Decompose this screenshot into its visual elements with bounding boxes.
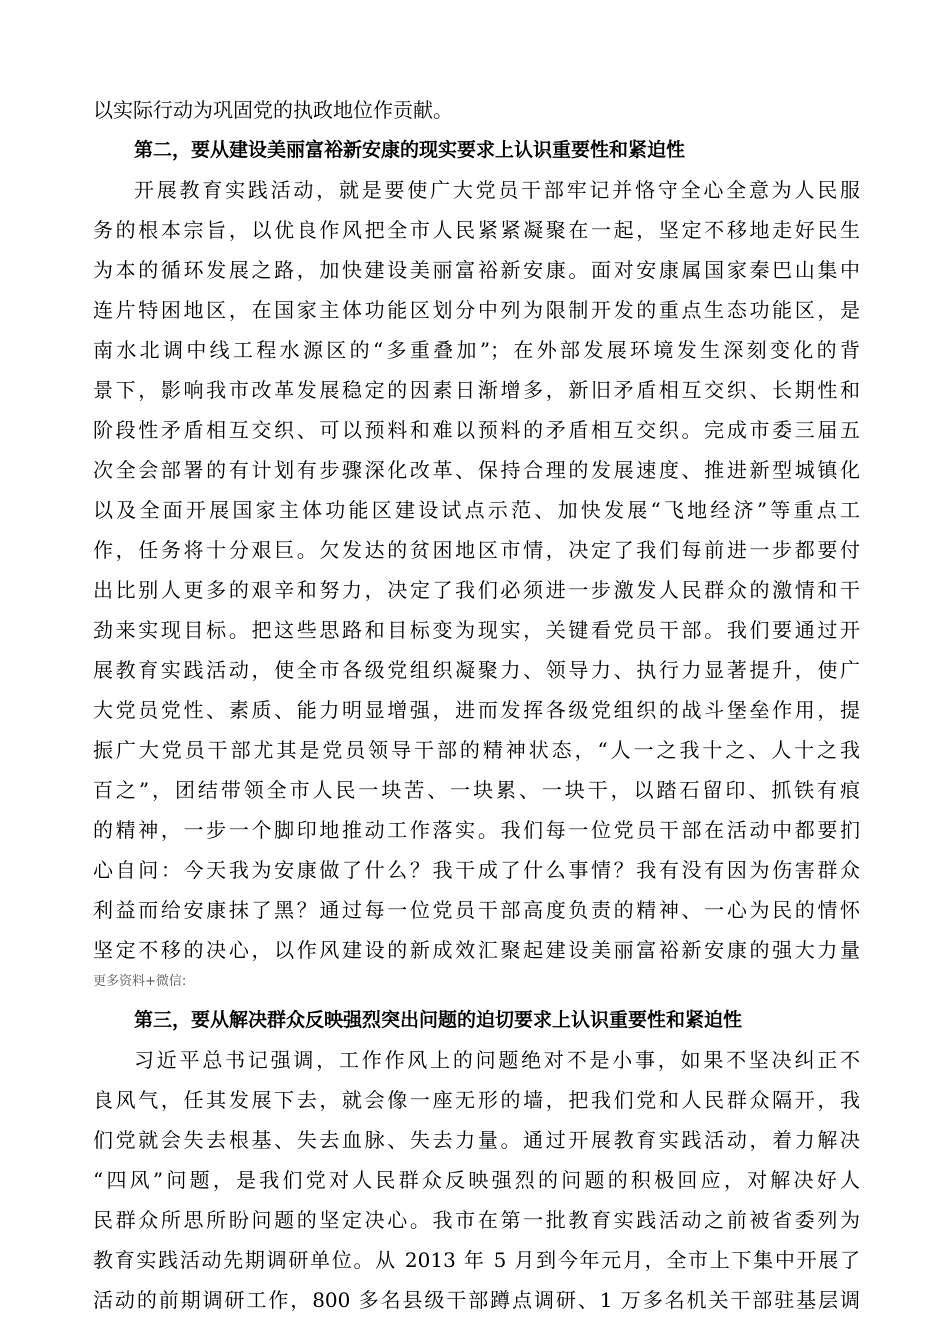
paragraph-line: 利益而给安康抹了黑？通过每一位党员干部高度负责的精神、一心为民的情怀 bbox=[93, 898, 860, 922]
paragraph-line: 以及全面开展国家主体功能区建设试点示范、加快发展“飞地经济”等重点工 bbox=[93, 498, 860, 522]
section-heading-2: 第二，要从建设美丽富裕新安康的现实要求上认识重要性和紧迫性 bbox=[134, 139, 686, 161]
paragraph-line: 作，任务将十分艰巨。欠发达的贫困地区市情，决定了我们每前进一步都要付 bbox=[93, 538, 860, 562]
paragraph-line: 开展教育实践活动，就是要使广大党员干部牢记并恪守全心全意为人民服 bbox=[134, 178, 860, 202]
paragraph-line: 出比别人更多的艰辛和努力，决定了我们必须进一步激发人民群众的激情和干 bbox=[93, 578, 860, 602]
footer-note: 更多资料+微信: bbox=[93, 974, 187, 989]
section-heading-3: 第三，要从解决群众反映强烈突出问题的迫切要求上认识重要性和紧迫性 bbox=[134, 1009, 743, 1031]
paragraph-line: 们党就会失去根基、失去血脉、失去力量。通过开展教育实践活动，着力解决 bbox=[93, 1128, 860, 1152]
paragraph-line: 大党员党性、素质、能力明显增强，进而发挥各级党组织的战斗堡垒作用，提 bbox=[93, 698, 860, 722]
paragraph-line: 为本的循环发展之路，加快建设美丽富裕新安康。面对安康属国家秦巴山集中 bbox=[93, 258, 860, 282]
paragraph-line: “四风”问题，是我们党对人民群众反映强烈的问题的积极回应，对解决好人 bbox=[93, 1168, 860, 1192]
paragraph-line: 的精神，一步一个脚印地推动工作落实。我们每一位党员干部在活动中都要扪 bbox=[93, 818, 860, 842]
paragraph-line: 南水北调中线工程水源区的“多重叠加”；在外部发展环境发生深刻变化的背 bbox=[93, 338, 860, 362]
paragraph-line: 景下，影响我市改革发展稳定的因素日渐增多，新旧矛盾相互交织、长期性和 bbox=[93, 378, 860, 402]
paragraph-line: 次全会部署的有计划有步骤深化改革、保持合理的发展速度、推进新型城镇化 bbox=[93, 458, 860, 482]
paragraph-line: 心自问：今天我为安康做了什么？我干成了什么事情？我有没有因为伤害群众 bbox=[93, 858, 860, 882]
paragraph-line: 连片特困地区，在国家主体功能区划分中列为限制开发的重点生态功能区，是 bbox=[93, 298, 860, 322]
paragraph-line: 民群众所思所盼问题的坚定决心。我市在第一批教育实践活动之前被省委列为 bbox=[93, 1208, 860, 1232]
paragraph-line: 活动的前期调研工作，800 多名县级干部蹲点调研、1 万多名机关干部驻基层调 bbox=[93, 1288, 860, 1312]
paragraph-line: 振广大党员干部尤其是党员领导干部的精神状态，“人一之我十之、人十之我 bbox=[93, 738, 860, 762]
paragraph-line: 教育实践活动先期调研单位。从 2013 年 5 月到今年元月，全市上下集中开展了 bbox=[93, 1248, 860, 1272]
paragraph-line: 阶段性矛盾相互交织、可以预料和难以预料的矛盾相互交织。完成市委三届五 bbox=[93, 418, 860, 442]
paragraph-line: 良风气，任其发展下去，就会像一座无形的墙，把我们党和人民群众隔开，我 bbox=[93, 1088, 860, 1112]
paragraph-line: 以实际行动为巩固党的执政地位作贡献。 bbox=[93, 98, 453, 122]
paragraph-line: 习近平总书记强调，工作作风上的问题绝对不是小事，如果不坚决纠正不 bbox=[134, 1048, 860, 1072]
paragraph-line: 劲来实现目标。把这些思路和目标变为现实，关键看党员干部。我们要通过开 bbox=[93, 618, 860, 642]
paragraph-line: 展教育实践活动，使全市各级党组织凝聚力、领导力、执行力显著提升，使广 bbox=[93, 658, 860, 682]
paragraph-line: 百之”，团结带领全市人民一块苦、一块累、一块干，以踏石留印、抓铁有痕 bbox=[93, 778, 860, 802]
paragraph-line: 坚定不移的决心，以作风建设的新成效汇聚起建设美丽富裕新安康的强大力量 bbox=[93, 938, 860, 962]
paragraph-line: 务的根本宗旨，以优良作风把全市人民紧紧凝聚在一起，坚定不移地走好民生 bbox=[93, 218, 860, 242]
